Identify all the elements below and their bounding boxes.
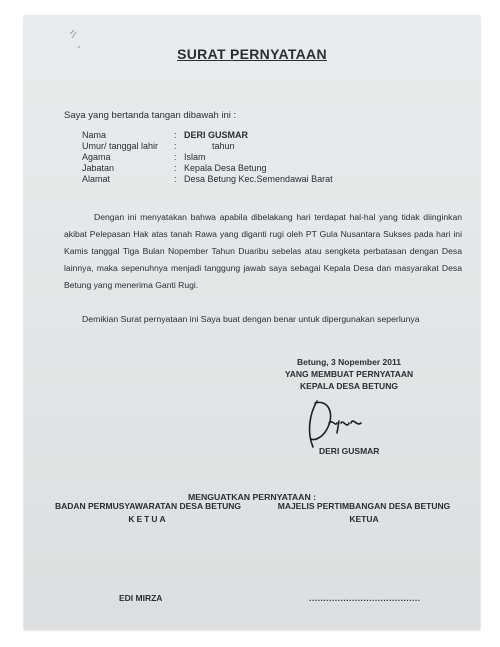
field-label: Umur/ tanggal lahir [82, 141, 159, 151]
field-row [82, 163, 333, 174]
field-value: tahun [212, 141, 235, 151]
menguatkan-heading: MENGUATKAN PERNYATAAN : [187, 492, 317, 502]
document-title: SURAT PERNYATAAN [177, 46, 327, 62]
field-row [82, 130, 333, 141]
signer-name: DERI GUSMAR [319, 446, 380, 456]
identity-fields [82, 130, 333, 185]
field-separator: : [174, 174, 177, 184]
field-value: Desa Betung Kec.Semendawai Barat [184, 174, 333, 184]
handwritten-signature [299, 393, 369, 453]
left-org: BADAN PERMUSYAWARATAN DESA BETUNG [54, 501, 242, 511]
signer-position: KEPALA DESA BETUNG [300, 381, 398, 391]
place-date: Betung, 3 Nopember 2011 [297, 357, 401, 367]
field-label: Alamat [82, 174, 111, 184]
field-separator: : [174, 141, 177, 151]
field-separator: : [174, 130, 177, 140]
field-value: DERI GUSMAR [184, 130, 249, 140]
left-name: EDI MIRZA [119, 593, 163, 603]
statement-paragraph: Dengan ini menyatakan bahwa apabila dibelakang hari terdapat hal-hal yang tidak diinginkan akibat Pelepasan Hak atas tanah Rawa yang diganti rugi oleh PT Gula Nusantara Sukses pada hari ini Kamis tanggal Tiga Bulan Nopember Tahun Duaribu sebelas atau sengketa perbatasan dengan Desa lainnya, maka sepenuhnya menjadi tanggung jawab saya sebagai Kepala Desa dan masyarakat Desa Betung yang menerima Ganti Rugi. [64, 212, 462, 290]
signer-title: YANG MEMBUAT PERNYATAAN [284, 369, 414, 379]
signature-block [254, 356, 444, 392]
field-value: Kepala Desa Betung [184, 163, 267, 173]
field-row [82, 141, 333, 152]
field-separator: : [174, 152, 177, 162]
closing-text: Demikian Surat pernyataan ini Saya buat dengan benar untuk dipergunakan seperlunya [82, 314, 420, 324]
field-row [82, 152, 333, 163]
right-role: KETUA [349, 514, 379, 524]
right-signatory [264, 500, 464, 526]
field-row [82, 174, 333, 185]
field-value: Islam [184, 152, 206, 162]
field-label: Nama [82, 130, 107, 140]
field-label: Jabatan [82, 163, 115, 173]
field-separator: : [174, 163, 177, 173]
right-org: MAJELIS PERTIMBANGAN DESA BETUNG [277, 501, 451, 511]
document-page [24, 16, 480, 630]
intro-text: Saya yang bertanda tangan dibawah ini : [64, 110, 237, 121]
left-role: KETUA [128, 514, 168, 524]
field-label: Agama [82, 152, 111, 162]
right-name-dots: ....................................... [309, 593, 421, 603]
left-signatory [42, 500, 254, 526]
